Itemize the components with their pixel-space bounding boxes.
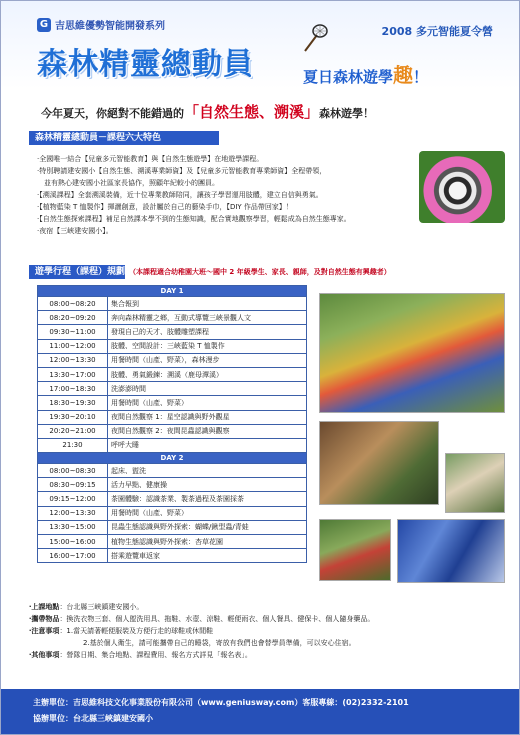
time-cell: 08:00~08:20 (38, 297, 108, 311)
notice-label: ‧注意事項 (29, 627, 60, 635)
other-label: ‧其他事項 (29, 651, 60, 659)
table-row (38, 464, 307, 478)
location-label: ‧上課地點 (29, 603, 60, 611)
subtitle (303, 59, 428, 88)
activity-cell: 起床、盥洗 (108, 464, 307, 478)
table-row (38, 353, 307, 367)
time-cell: 12:00~13:30 (38, 506, 108, 520)
co-organizer-line: 協辦單位：台北縣三峽鎮建安國小 (33, 714, 153, 723)
items-label: ‧攜帶物品 (29, 615, 60, 623)
table-row (38, 367, 307, 381)
table-row (38, 478, 307, 492)
location-text: ：台北縣三峽鎮建安國小。 (59, 603, 144, 611)
schedule-heading: 遊學行程（課程）規劃 (29, 265, 125, 279)
time-cell: 17:00~18:30 (38, 382, 108, 396)
table-row (38, 549, 307, 563)
time-cell: 08:00~08:30 (38, 464, 108, 478)
subtitle-emphasis: 趣 (393, 63, 414, 87)
activity-cell: 搭乘遊覽車返家 (108, 549, 307, 563)
subtitle-end: ！ (413, 68, 429, 86)
activity-cell: 用餐時間（山產、野菜） (108, 506, 307, 520)
activity-cell: 用餐時間（山產、野菜），森林漫步 (108, 353, 307, 367)
intro-pre: 今年夏天，你絕對不能錯過的 (41, 107, 184, 120)
stream-photo (445, 453, 505, 513)
time-cell: 18:30~19:30 (38, 396, 108, 410)
day-label: DAY 2 (38, 453, 307, 464)
activity-cell: 植物生態認識與野外探索：杏草花園 (108, 535, 307, 549)
header (1, 1, 519, 89)
day-label: DAY 1 (38, 286, 307, 297)
activity-cell: 發現自己的天才、肢體雕塑課程 (108, 325, 307, 339)
activity-cell: 呼呼大睡 (108, 438, 307, 452)
feature-item: ‧【自然生態探索課程】補足自然課本學不到的生態知識，配合實地觀察學習，輕鬆成為自然生態專家。 (37, 215, 351, 223)
feature-item: ‧全國唯一結合【兒童多元智能教育】與【自然生態遊學】在地遊學課程。 (37, 155, 264, 163)
time-cell: 16:00~17:00 (38, 549, 108, 563)
bug-net-icon (301, 23, 329, 53)
day-header-row (38, 286, 307, 297)
other-row (29, 649, 499, 661)
location-row (29, 601, 499, 613)
notice-text-1: ：1.當天請著輕便服裝及方便行走的球鞋或休閒鞋 (59, 627, 214, 635)
table-row (38, 311, 307, 325)
intro-highlight: 「自然生態、溯溪」 (184, 103, 320, 121)
indigo-dye-photo (397, 519, 505, 583)
table-row (38, 506, 307, 520)
schedule-note: （本課程適合幼稚園大班～國中 2 年級學生、家長、親師，及對自然生態有興趣者） (129, 268, 391, 276)
feature-item: ‧夜宿【三峽建安國小】。 (37, 227, 113, 235)
activity-cell: 洗澎澎時間 (108, 382, 307, 396)
page-title: 森林精靈總動員 (37, 47, 254, 82)
table-row (38, 297, 307, 311)
table-row (38, 520, 307, 534)
intro-line (41, 101, 501, 122)
day-header-row (38, 453, 307, 464)
table-row (38, 535, 307, 549)
activity-cell: 昆蟲生態認識與野外探索：蝴蝶/鍬型蟲/青蛙 (108, 520, 307, 534)
table-row (38, 438, 307, 452)
features-heading: 森林精靈總動員－課程六大特色 (29, 131, 219, 145)
feature-item: ‧特別聘請建安國小【自然生態、溯溪專業師資】及【兒童多元智能教育專業師資】全程帶領， (37, 167, 327, 175)
insect-photo (319, 421, 439, 505)
activity-cell: 肢體、空間設計：三峽藍染 T 恤製作 (108, 339, 307, 353)
subtitle-text: 夏日森林遊學 (303, 68, 394, 86)
time-cell: 20:20~21:00 (38, 424, 108, 438)
time-cell: 08:30~09:15 (38, 478, 108, 492)
notice-row (29, 625, 499, 637)
camp-year-label: 2008 多元智能夏令營 (381, 25, 493, 38)
organizer-line: 主辦單位：吉思維科技文化事業股份有限公司（www.geniusway.com）客服專線：(02)2332-2101 (33, 698, 409, 707)
time-cell: 08:20~09:20 (38, 311, 108, 325)
feature-item: ‧【溯溪課程】全套溯溪裝備，近十位專業教師陪同，讓孩子學習運用肢體，建立自信與勇氣。 (37, 191, 323, 199)
table-row (38, 382, 307, 396)
schedule-table (37, 285, 307, 563)
feature-item: ‧【植物藍染 T 恤製作】揮灑創意，設計屬於自己的藝染手巾，【DIY 作品帶回家】！ (37, 203, 293, 211)
table-row (38, 424, 307, 438)
table-row (38, 396, 307, 410)
time-cell: 12:00~13:30 (38, 353, 108, 367)
other-text: ：營隊日期、集合地點、課程費用、報名方式詳見「報名表」。 (59, 651, 252, 659)
time-cell: 09:30~11:00 (38, 325, 108, 339)
activity-cell: 夜間自然觀察 1：星空認識與野外觀星 (108, 410, 307, 424)
logo-icon: G (37, 18, 51, 32)
children-photo (319, 519, 391, 581)
intro-post: 森林遊學！ (319, 107, 375, 120)
items-text: ：換洗衣物三套、個人盥洗用具、拖鞋、水壺、涼鞋、輕便雨衣、個人餐具、健保卡、個人隨身藥品。 (59, 615, 375, 623)
time-cell: 09:15~12:00 (38, 492, 108, 506)
activity-cell: 肢體、勇氣鍛鍊：溯溪（鹿母潭溪） (108, 367, 307, 381)
table-row (38, 410, 307, 424)
butterfly-photo (419, 151, 505, 223)
feature-item: 並有熱心建安國小社區家長協作，照顧年紀較小的團員。 (37, 179, 219, 187)
notice-text-2: 2.基於個人衛生，請可能攜帶自己的睡袋，寄放有我們也會替學員準備，可以安心住宿。 (83, 639, 356, 647)
activity-cell: 用餐時間（山產、野菜） (108, 396, 307, 410)
time-cell: 11:00~12:00 (38, 339, 108, 353)
activity-cell: 集合報到 (108, 297, 307, 311)
time-cell: 19:30~20:10 (38, 410, 108, 424)
activity-cell: 茶園體驗：認識茶業、製茶過程及茶園採茶 (108, 492, 307, 506)
group-photo (319, 293, 505, 413)
time-cell: 13:30~17:00 (38, 367, 108, 381)
time-cell: 21:30 (38, 438, 108, 452)
activity-cell: 奔向森林精靈之鄉，互動式導覽三峽景觀人文 (108, 311, 307, 325)
notes-section (29, 601, 499, 661)
activity-cell: 夜間自然觀察 2：夜間昆蟲認識與觀察 (108, 424, 307, 438)
table-row (38, 339, 307, 353)
features-list (37, 153, 417, 237)
series-label: 吉思維優勢智能開發系列 (55, 21, 165, 32)
footer (1, 689, 519, 734)
time-cell: 15:00~16:00 (38, 535, 108, 549)
table-row (38, 325, 307, 339)
activity-cell: 活力早點、健康操 (108, 478, 307, 492)
items-row (29, 613, 499, 625)
time-cell: 13:30~15:00 (38, 520, 108, 534)
brand-row (37, 17, 165, 32)
table-row (38, 492, 307, 506)
